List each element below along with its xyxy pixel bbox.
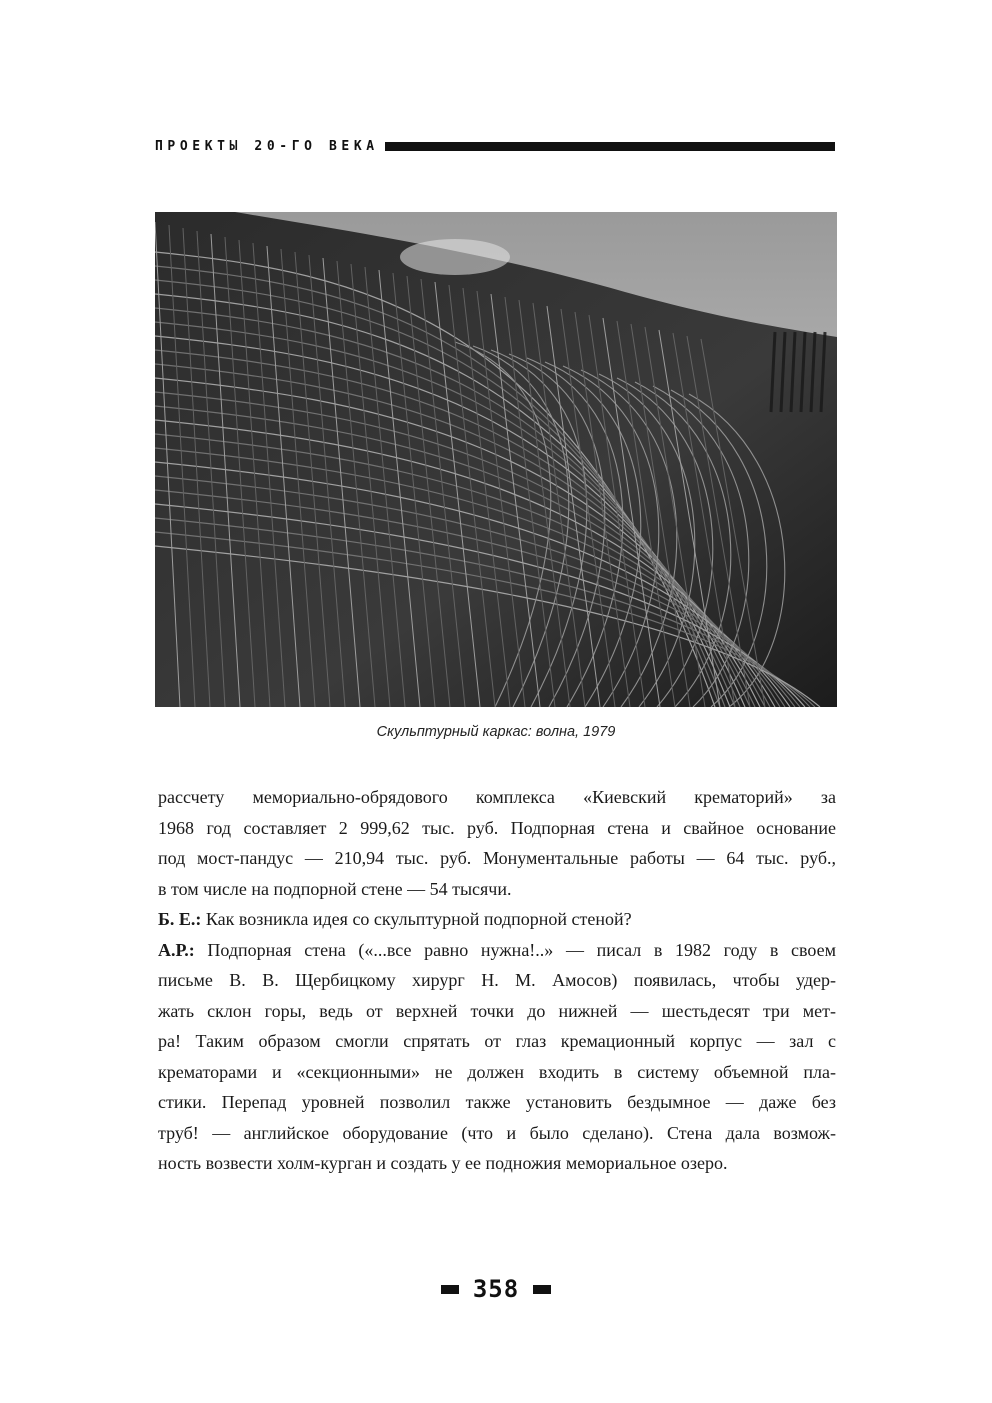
text-line: ра! Таким образом смогли спрятать от глаз кремационный корпус — зал с bbox=[158, 1031, 836, 1051]
question-line bbox=[158, 904, 836, 935]
text-line: рассчету мемориально-обрядового комплекса «Киевский крематорий» за bbox=[158, 787, 836, 807]
text-line: письме В. В. Щербицкому хирург Н. М. Амосов) появилась, чтобы удер- bbox=[158, 970, 836, 990]
footer-bar-left bbox=[441, 1285, 459, 1294]
page-number: 358 bbox=[472, 1275, 520, 1303]
speaker-ar: А.Р.: bbox=[158, 939, 195, 960]
text-line: жать склон горы, ведь от верхней точки до нижней — шестьдесят три мет- bbox=[158, 1000, 836, 1021]
text-line: стики. Перепад уровней позволил также установить бездымное — даже без bbox=[158, 1092, 836, 1112]
running-header bbox=[155, 137, 835, 155]
text-line: 1968 год составляет 2 999,62 тыс. руб. Подпорная стена и свайное основание bbox=[158, 817, 836, 838]
footer-bar-right bbox=[533, 1285, 551, 1294]
text-line: ность возвести холм-курган и создать у ее подножия мемориальное озеро. bbox=[158, 1153, 728, 1173]
text-line: труб! — английское оборудование (что и было сделано). Стена дала возмож- bbox=[158, 1122, 836, 1143]
figure-caption: Скульптурный каркас: волна, 1979 bbox=[376, 724, 616, 740]
running-header-title: ПРОЕКТЫ 20-ГО ВЕКА bbox=[155, 138, 379, 154]
page-footer bbox=[0, 1276, 992, 1302]
wave-sculpture-frame-image bbox=[155, 212, 837, 707]
question-text: Как возникла идея со скульптурной подпорной стеной? bbox=[201, 909, 632, 929]
answer-first-line bbox=[158, 935, 836, 966]
figure-photo bbox=[155, 212, 837, 707]
answer-text: Подпорная стена («...все равно нужна!..» — писал в 1982 году в своем bbox=[194, 939, 836, 960]
body-text bbox=[158, 782, 836, 1179]
text-line: крематорами и «секционными» не должен входить в систему объемной пла- bbox=[158, 1061, 836, 1082]
speaker-be: Б. Е.: bbox=[158, 909, 202, 929]
text-line: в том числе на подпорной стене — 54 тысячи. bbox=[158, 878, 512, 899]
header-rule bbox=[385, 142, 835, 151]
text-line: под мост-пандус — 210,94 тыс. руб. Монументальные работы — 64 тыс. руб., bbox=[158, 848, 836, 868]
